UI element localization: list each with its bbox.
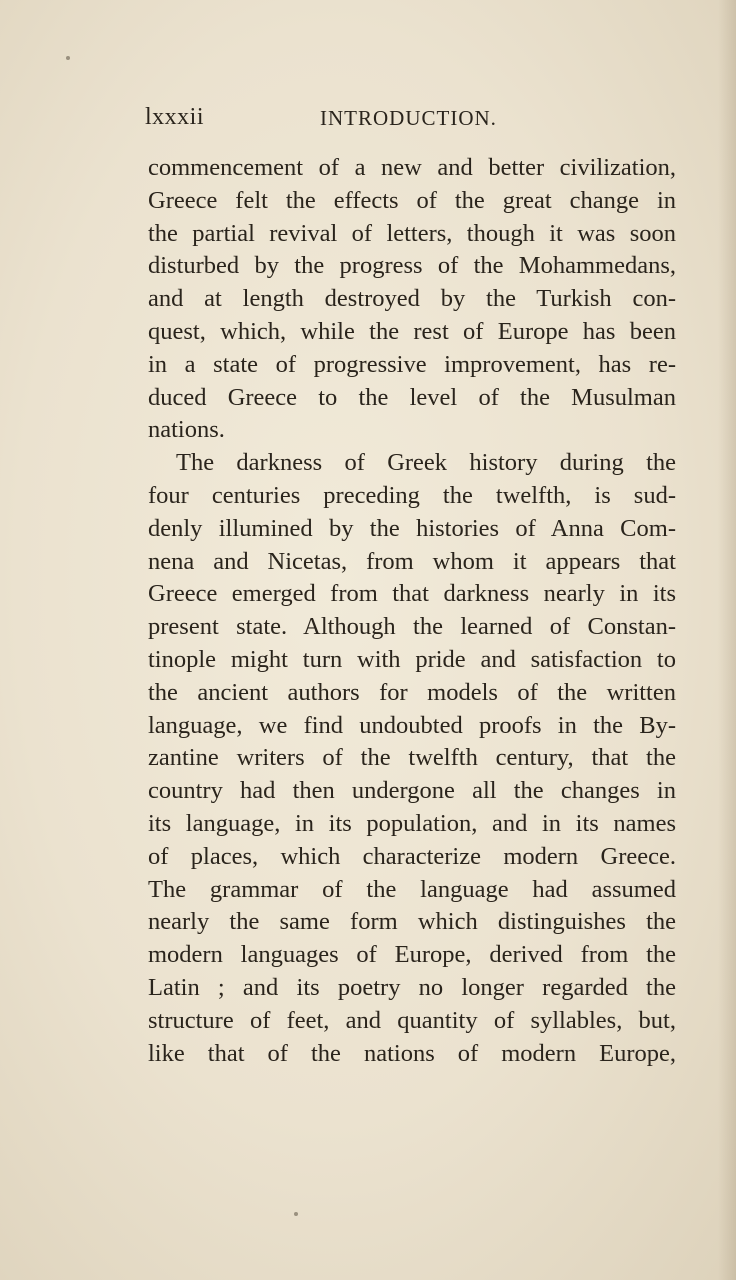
text-line: Greece emerged from that darkness nearly in its — [148, 580, 676, 608]
text-line: of places, which characterize modern Greece. — [148, 842, 676, 870]
text-line: commencement of a new and better civilization, — [148, 154, 676, 181]
page-header — [145, 104, 675, 138]
text-line: tinople might turn with pride and satisfaction to — [148, 645, 676, 673]
text-line: in a state of progressive improvement, has re- — [148, 350, 676, 378]
text-line: quest, which, while the rest of Europe has been — [148, 317, 676, 345]
text-line: zantine writers of the twelfth century, that the — [148, 744, 676, 772]
paper-speck — [294, 1212, 298, 1216]
text-line: country had then undergone all the changes in — [148, 777, 676, 805]
text-line: language, we find undoubted proofs in the By- — [148, 711, 676, 739]
body-text — [148, 152, 676, 1070]
paper-speck — [66, 56, 70, 60]
text-line: its language, in its population, and in its names — [148, 809, 676, 837]
text-line: four centuries preceding the twelfth, is sud- — [148, 481, 676, 509]
text-line: modern languages of Europe, derived from the — [148, 941, 676, 969]
paragraph-first-line: The darkness of Greek history during the — [176, 449, 676, 477]
text-line: like that of the nations of modern Europe, — [148, 1039, 676, 1067]
text-line: the partial revival of letters, though it was soon — [148, 219, 676, 247]
running-title: INTRODUCTION. — [320, 106, 497, 130]
paragraph-end-line: nations. — [148, 416, 225, 444]
text-line: the ancient authors for models of the written — [148, 678, 676, 706]
text-line: Greece felt the effects of the great change in — [148, 186, 676, 214]
text-line: nena and Nicetas, from whom it appears that — [148, 547, 676, 575]
text-line: Latin ; and its poetry no longer regarded the — [148, 973, 676, 1001]
text-line: The grammar of the language had assumed — [148, 875, 676, 903]
text-line: denly illumined by the histories of Anna Com- — [148, 514, 676, 542]
text-line: disturbed by the progress of the Mohammedans, — [148, 252, 676, 280]
text-line: present state. Although the learned of Constan- — [148, 613, 676, 641]
text-line: and at length destroyed by the Turkish con- — [148, 285, 676, 313]
page-edge-shadow — [718, 0, 736, 1280]
text-line: structure of feet, and quantity of syllables, but, — [148, 1006, 676, 1034]
page-number: lxxxii — [145, 104, 205, 130]
text-line: nearly the same form which distinguishes the — [148, 908, 676, 936]
text-line: duced Greece to the level of the Musulman — [148, 383, 676, 411]
